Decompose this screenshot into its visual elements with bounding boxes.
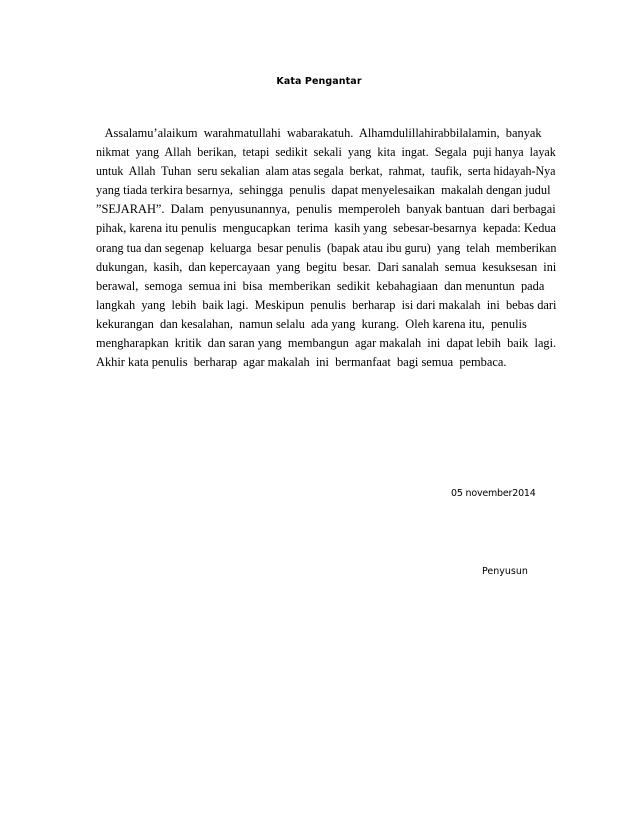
foreword-paragraph [96, 124, 556, 372]
paragraph-line: langkah yang lebih baik lagi. Meskipun penulis berharap isi dari makalah ini bebas dari [96, 297, 557, 312]
paragraph-line: untuk Allah Tuhan seru sekalian alam atas segala berkat, rahmat, taufik, serta hidayah-Nya [96, 164, 556, 179]
paragraph-line: dukungan, kasih, dan kepercayaan yang begitu besar. Dari sanalah semua kesuksesan ini [96, 259, 557, 274]
paragraph-line: yang tiada terkira besarnya, sehingga penulis dapat menyelesaikan makalah dengan judul [96, 183, 551, 198]
paragraph-line: nikmat yang Allah berikan, tetapi sedikit sekali yang kita ingat. Segala puji hanya layak [96, 145, 556, 160]
paragraph-line: ”SEJARAH”. Dalam penyusunannya, penulis memperoleh banyak bantuan dari berbagai [96, 202, 556, 217]
paragraph-line: Assalamu’alaikum warahmatullahi wabarakatuh. Alhamdulillahirabbilalamin, banyak [96, 126, 542, 140]
signer-label: Penyusun [482, 566, 528, 577]
document-date: 05 november2014 [451, 488, 536, 499]
paragraph-line: kekurangan dan kesalahan, namun selalu ada yang kurang. Oleh karena itu, penulis [96, 316, 527, 331]
paragraph-line: orang tua dan segenap keluarga besar penulis (bapak atau ibu guru) yang telah memberikan [96, 240, 557, 255]
paragraph-line: berawal, semoga semua ini bisa memberikan sedikit kebahagiaan dan menuntun pada [96, 278, 545, 293]
paragraph-line: mengharapkan kritik dan saran yang membangun agar makalah ini dapat lebih baik lagi. [96, 336, 557, 351]
document-title: Kata Pengantar [276, 76, 362, 87]
paragraph-line: Akhir kata penulis berharap agar makalah ini bermanfaat bagi semua pembaca. [96, 355, 507, 370]
paragraph-line: pihak, karena itu penulis mengucapkan terima kasih yang sebesar-besarnya kepada: Kedua [96, 221, 556, 236]
